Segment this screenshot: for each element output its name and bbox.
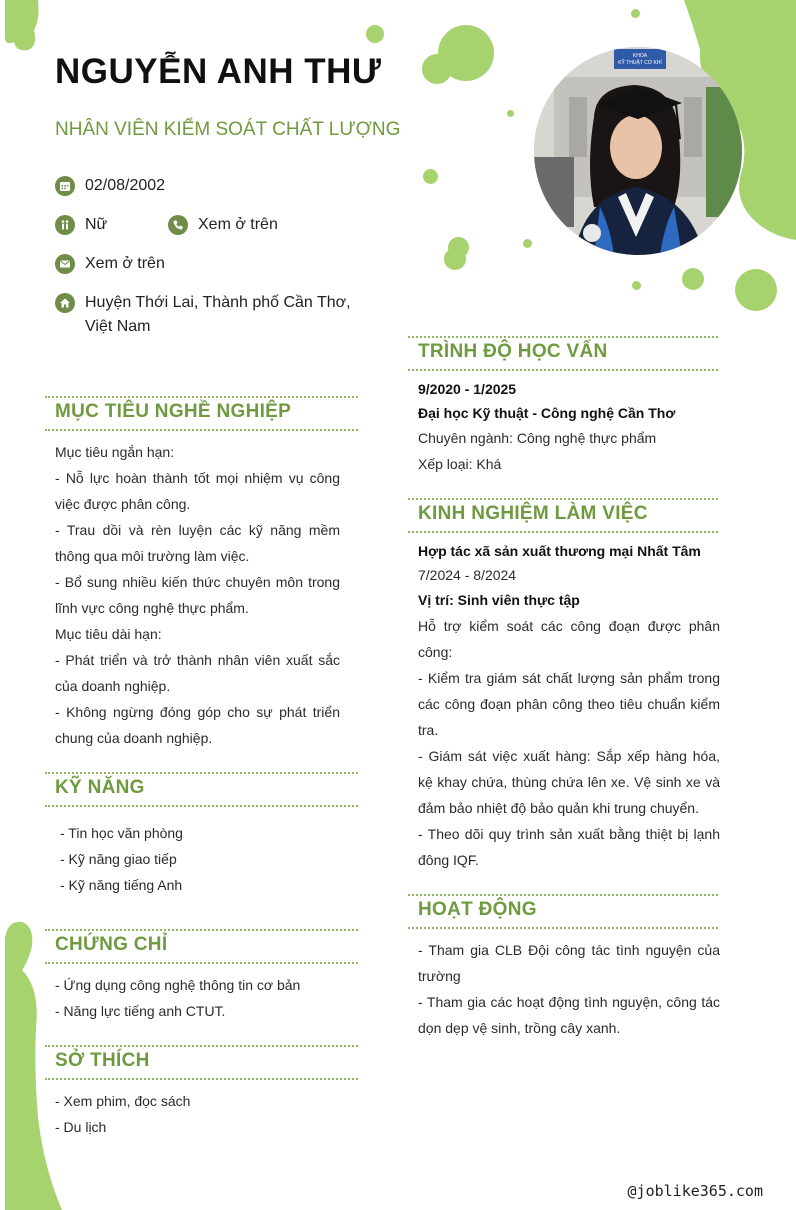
phone-row	[168, 213, 278, 237]
certificates-list	[55, 972, 340, 1024]
skill-item: - Tin học văn phòng	[60, 825, 183, 841]
home-icon	[55, 293, 75, 313]
experience-line: - Theo dõi quy trình sản xuất bằng thiệt bị lạnh đông IQF.	[418, 826, 720, 868]
certificates-heading	[45, 929, 358, 964]
education-period: 9/2020 - 1/2025	[418, 381, 517, 397]
gender-value: Nữ	[85, 216, 108, 233]
dot	[632, 281, 641, 290]
skills-heading-text: KỸ NĂNG	[55, 777, 145, 798]
birthday-value: 02/08/2002	[85, 177, 166, 194]
sign-line-1: KHOA	[632, 53, 648, 59]
experience-line: - Kiểm tra giám sát chất lượng sản phẩm trong các công đoạn phân công theo tiêu chuẩn kiểm tra.	[418, 670, 720, 738]
certificate-item: - Năng lực tiếng anh CTUT.	[55, 1003, 226, 1019]
experience-line: - Giám sát việc xuất hàng: Sắp xếp hàng hóa, kệ khay chứa, thùng chứa lên xe. Vệ sinh xe và đảm bảo nhiệt độ bảo quản khi trung chuyển.	[418, 748, 720, 816]
activity-line: - Tham gia các hoạt động tình nguyện, công tác dọn dẹp vệ sinh, trồng cây xanh.	[418, 994, 720, 1036]
activity-line: - Tham gia CLB Đội công tác tình nguyện của trường	[418, 942, 720, 984]
education-rank: Xếp loại: Khá	[418, 456, 502, 472]
experience-line: Hỗ trợ kiểm soát các công đoạn được phân công:	[418, 618, 720, 660]
certificate-item: - Ứng dụng công nghệ thông tin cơ bản	[55, 977, 301, 993]
phone-icon	[168, 215, 188, 235]
education-heading-text: TRÌNH ĐỘ HỌC VẤN	[418, 341, 608, 362]
objective-line: - Bổ sung nhiều kiến thức chuyên môn trong lĩnh vực công nghệ thực phẩm.	[55, 574, 340, 616]
address-line-2: Việt Nam	[85, 318, 151, 335]
objective-heading-text: MỤC TIÊU NGHỀ NGHIỆP	[55, 401, 292, 422]
profile-photo	[534, 47, 742, 255]
dot	[444, 248, 466, 270]
experience-heading-text: KINH NGHIỆM LÀM VIỆC	[418, 503, 648, 524]
objective-line: - Phát triển và trở thành nhân viên xuất sắc của doanh nghiệp.	[55, 652, 340, 694]
dot	[631, 9, 640, 18]
dot	[507, 110, 514, 117]
hobbies-heading-text: SỞ THÍCH	[55, 1050, 150, 1071]
graduate-photo-illustration	[534, 47, 742, 255]
hobbies-list	[55, 1088, 340, 1140]
education-heading	[408, 336, 718, 371]
education-body	[418, 377, 720, 477]
education-major: Chuyên ngành: Công nghệ thực phẩm	[418, 430, 657, 446]
objective-heading	[45, 396, 358, 431]
activities-heading-text: HOẠT ĐỘNG	[418, 899, 537, 920]
experience-company: Hợp tác xã sản xuất thương mại Nhất Tâm	[418, 543, 701, 559]
experience-body	[418, 539, 720, 873]
email-value: Xem ở trên	[85, 255, 165, 272]
candidate-name: NGUYỄN ANH THƯ	[55, 52, 382, 91]
objective-line: - Nỗ lực hoàn thành tốt mọi nhiệm vụ công việc được phân công.	[55, 470, 340, 512]
activities-heading	[408, 894, 718, 929]
activities-body	[418, 937, 720, 1041]
envelope-icon	[55, 254, 75, 274]
objective-body	[55, 439, 340, 751]
dot	[423, 169, 438, 184]
calendar-icon	[55, 176, 75, 196]
address-row	[55, 291, 351, 339]
dot	[422, 54, 452, 84]
gender-icon	[55, 215, 75, 235]
hobby-item: - Du lịch	[55, 1119, 107, 1135]
dot	[735, 269, 777, 311]
sign-line-2: KỸ THUẬT CƠ KHÍ	[618, 60, 662, 66]
dot	[523, 239, 532, 248]
objective-line: Mục tiêu dài hạn:	[55, 626, 162, 642]
certificates-heading-text: CHỨNG CHỈ	[55, 934, 168, 955]
address-line-1: Huyện Thới Lai, Thành phố Cần Thơ,	[85, 294, 351, 311]
dot	[682, 268, 704, 290]
objective-line: - Không ngừng đóng góp cho sự phát triển chung của doanh nghiệp.	[55, 704, 340, 746]
experience-position: Vị trí: Sinh viên thực tập	[418, 592, 580, 608]
phone-value: Xem ở trên	[198, 216, 278, 233]
email-row	[55, 252, 165, 276]
skills-heading	[45, 772, 358, 807]
experience-period: 7/2024 - 8/2024	[418, 567, 517, 583]
hobbies-heading	[45, 1045, 358, 1080]
skills-list	[60, 820, 340, 898]
watermark: @joblike365.com	[627, 1182, 763, 1200]
experience-heading	[408, 498, 718, 533]
top-left-blob	[0, 0, 60, 60]
skill-item: - Kỹ năng giao tiếp	[60, 851, 177, 867]
birthday-row	[55, 174, 165, 198]
job-title: NHÂN VIÊN KIỂM SOÁT CHẤT LƯỢNG	[55, 119, 401, 140]
gender-row	[55, 213, 107, 237]
dot	[366, 25, 384, 43]
skill-item: - Kỹ năng tiếng Anh	[60, 877, 183, 893]
objective-line: - Trau dồi và rèn luyện các kỹ năng mềm thông qua môi trường làm việc.	[55, 522, 340, 564]
hobby-item: - Xem phim, đọc sách	[55, 1093, 191, 1109]
education-school: Đại học Kỹ thuật - Công nghệ Cần Thơ	[418, 405, 676, 421]
objective-line: Mục tiêu ngắn hạn:	[55, 444, 175, 460]
